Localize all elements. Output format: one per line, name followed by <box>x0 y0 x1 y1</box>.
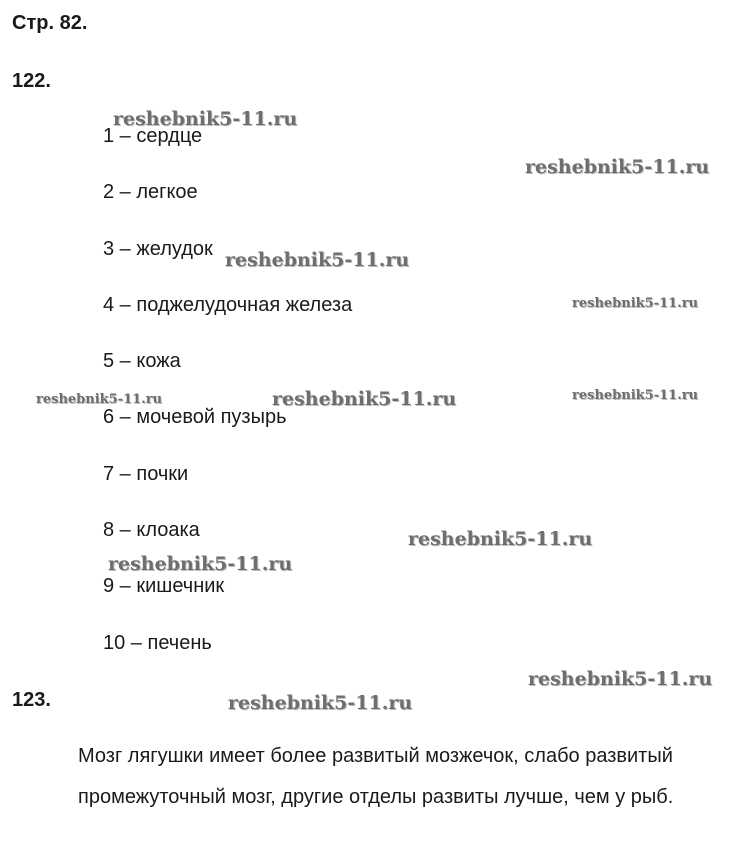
watermark: reshebnik5-11.ru <box>225 249 410 271</box>
answer-text-123: Мозг лягушки имеет более развитый мозжечок, слабо развитый промежуточный мозг, другие отделы развиты лучше, чем у рыб. <box>78 745 674 808</box>
list-item: 8 – клоака <box>103 519 200 542</box>
list-item: 1 – сердце <box>103 125 203 147</box>
list-item: 2 – легкое <box>103 181 198 204</box>
page-title: Стр. 82. <box>12 12 88 34</box>
list-item: 9 – кишечник <box>103 575 225 598</box>
watermark: reshebnik5-11.ru <box>272 388 457 410</box>
list-item: 4 – поджелудочная железа <box>103 293 353 316</box>
watermark: reshebnik5-11.ru <box>572 296 699 311</box>
watermark: reshebnik5-11.ru <box>228 692 413 714</box>
watermark: reshebnik5-11.ru <box>525 156 710 178</box>
list-item: 5 – кожа <box>103 350 181 373</box>
list-item: 3 – желудок <box>103 237 213 260</box>
task-number-123: 123. <box>12 689 51 711</box>
list-item: 7 – почки <box>103 462 189 485</box>
watermark: reshebnik5-11.ru <box>36 392 163 407</box>
watermark: reshebnik5-11.ru <box>528 668 713 690</box>
list-item: 6 – мочевой пузырь <box>103 406 287 429</box>
watermark: reshebnik5-11.ru <box>108 553 293 575</box>
watermark: reshebnik5-11.ru <box>572 388 699 403</box>
task-number-122: 122. <box>12 70 51 92</box>
watermark: reshebnik5-11.ru <box>408 528 593 550</box>
list-item: 10 – печень <box>103 631 212 654</box>
watermark: reshebnik5-11.ru <box>113 108 298 130</box>
